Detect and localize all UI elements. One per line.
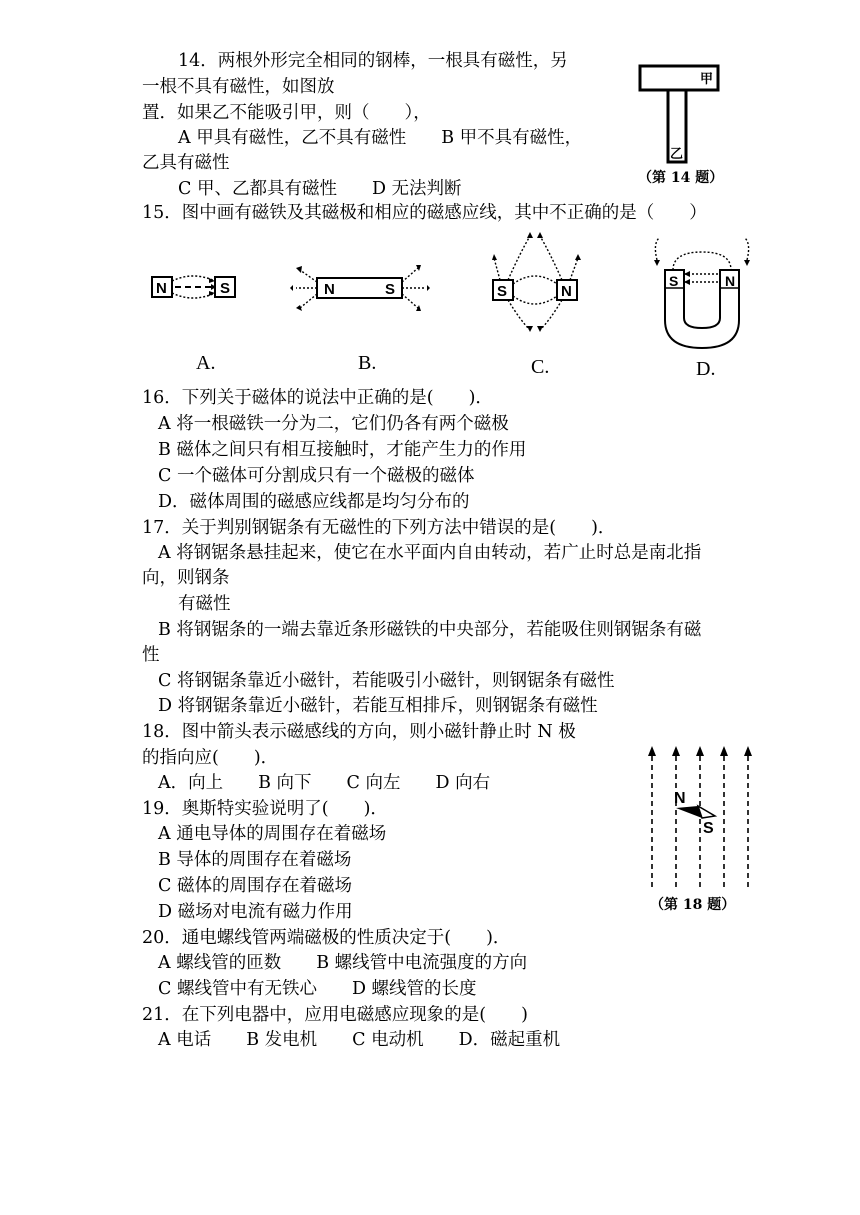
q17-option-a-line2: 向，则钢条 [142, 568, 230, 588]
q15-stem: 15．图中画有磁铁及其磁极和相应的磁感应线，其中不正确的是（ ） [142, 203, 707, 223]
q18-text-line2: 的指向应( )． [142, 748, 279, 768]
q18-figure [640, 742, 770, 892]
q18-fig-s-label: S [703, 820, 714, 837]
q15-d-pole-right: N [725, 273, 736, 289]
q16-option-c: C 一个磁体可分割成只有一个磁极的磁体 [158, 466, 475, 486]
q15-figure-d [645, 230, 760, 355]
q19-stem: 19．奥斯特实验说明了( )． [142, 799, 388, 819]
q21-options: A 电话 B 发电机 C 电动机 D．磁起重机 [158, 1030, 561, 1050]
q15-figure-b [290, 258, 430, 318]
q15-figure-c [490, 228, 585, 333]
q14-text-line3: 置．如果乙不能吸引甲，则（ ）， [142, 103, 431, 123]
q16-option-b: B 磁体之间只有相互接触时，才能产生力的作用 [158, 440, 527, 460]
q18-figure-caption: （第 18 题） [650, 897, 736, 913]
q15-label-d: D. [696, 358, 716, 380]
q19-option-d: D 磁场对电流有磁力作用 [158, 902, 353, 922]
q18-text-line1: 18．图中箭头表示磁感线的方向，则小磁针静止时 N 极 [142, 722, 576, 742]
q16-option-a: A 将一根磁铁一分为二，它们仍各有两个磁极 [158, 414, 509, 434]
q14-fig-label-jia: 甲 [700, 71, 714, 86]
q15-label-c: C. [531, 356, 550, 378]
q16-option-d: D．磁体周围的磁感应线都是均匀分布的 [158, 492, 470, 512]
q17-option-a-line3: 有磁性 [178, 594, 231, 614]
q15-a-pole-right: S [220, 280, 231, 297]
q17-stem: 17．关于判别钢锯条有无磁性的下列方法中错误的是( )． [142, 518, 616, 538]
q15-label-a: A. [196, 352, 216, 374]
q15-d-pole-left: S [669, 273, 679, 289]
q17-option-d: D 将钢锯条靠近小磁针，若能互相排斥，则钢锯条有磁性 [158, 696, 598, 716]
q15-a-pole-left: N [156, 280, 167, 297]
q19-option-b: B 导体的周围存在着磁场 [158, 850, 352, 870]
q20-options-ab: A 螺线管的匝数 B 螺线管中电流强度的方向 [158, 953, 528, 973]
q16-stem: 16．下列关于磁体的说法中正确的是( )． [142, 388, 493, 408]
q17-option-c: C 将钢锯条靠近小磁针，若能吸引小磁针，则钢锯条有磁性 [158, 671, 615, 691]
q15-figure-a [145, 265, 245, 315]
q15-c-pole-right: N [561, 283, 572, 300]
q17-option-b-line1: B 将钢锯条的一端去靠近条形磁铁的中央部分，若能吸住则钢锯条有磁 [158, 620, 702, 640]
q15-label-b: B. [358, 352, 377, 374]
q14-text-line1: 14．两根外形完全相同的钢棒，一根具有磁性，另 [178, 51, 568, 71]
q14-figure-caption: （第 14 题） [638, 170, 724, 186]
q14-options-ab-cont: 乙具有磁性 [142, 153, 230, 173]
q20-stem: 20．通电螺线管两端磁极的性质决定于( )． [142, 928, 511, 948]
q17-option-b-line2: 性 [142, 645, 160, 665]
q17-option-a-line1: A 将钢锯条悬挂起来，使它在水平面内自由转动，若广止时总是南北指 [158, 543, 702, 563]
q14-text-line2: 一根不具有磁性，如图放 [142, 77, 335, 97]
q18-options: A．向上 B 向下 C 向左 D 向右 [158, 773, 491, 793]
q15-b-pole-right: S [385, 281, 396, 298]
q15-c-pole-left: S [497, 283, 508, 300]
q19-option-c: C 磁体的周围存在着磁场 [158, 876, 352, 896]
q18-fig-n-label: N [674, 790, 686, 807]
q20-options-cd: C 螺线管中有无铁心 D 螺线管的长度 [158, 979, 477, 999]
q15-b-pole-left: N [324, 281, 335, 298]
q21-stem: 21．在下列电器中，应用电磁感应现象的是( ) [142, 1005, 528, 1025]
q14-options-cd: C 甲、乙都具有磁性 D 无法判断 [178, 179, 462, 199]
q14-options-ab: A 甲具有磁性，乙不具有磁性 B 甲不具有磁性， [178, 128, 583, 148]
q14-fig-label-yi: 乙 [670, 146, 684, 161]
q19-option-a: A 通电导体的周围存在着磁场 [158, 824, 387, 844]
